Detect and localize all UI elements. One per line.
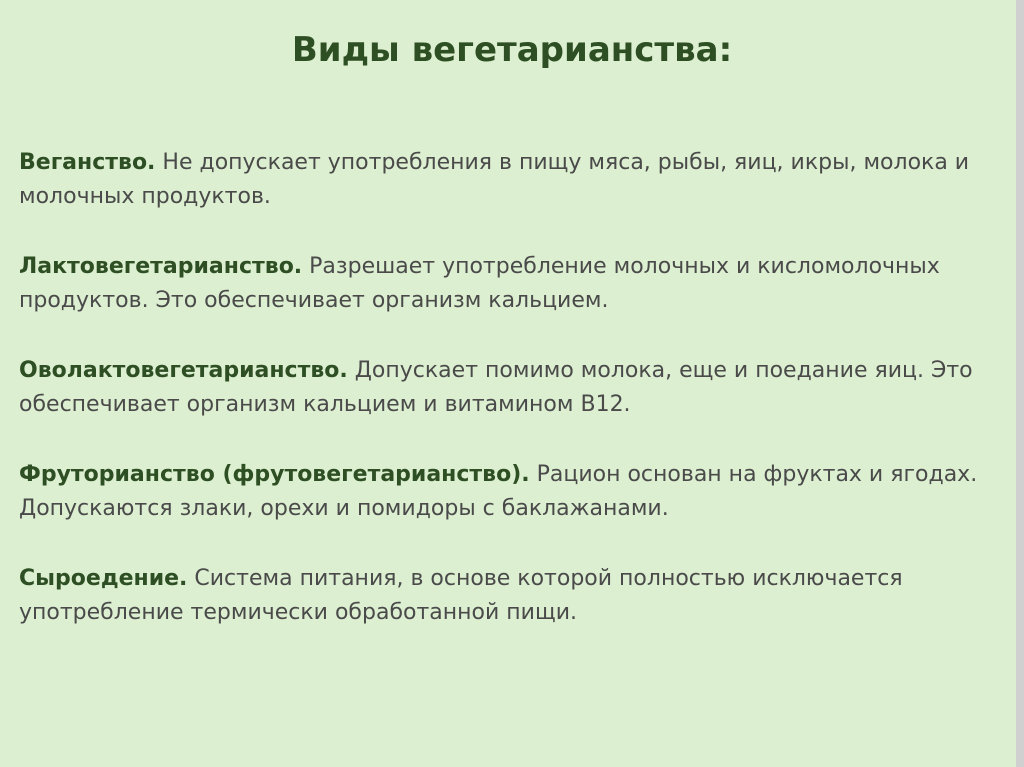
description-raw-food: Система питания, в основе которой полностью исключается употребление термически обработанной пищи. bbox=[19, 566, 903, 625]
paragraph-veganism bbox=[19, 146, 989, 214]
term-lacto-vegetarianism: Лактовегетарианство. bbox=[19, 254, 303, 279]
term-ovo-lacto-vegetarianism: Оволактовегетарианство. bbox=[19, 358, 348, 383]
slide-content bbox=[19, 146, 989, 666]
slide-title: Виды вегетарианства: bbox=[291, 30, 733, 70]
paragraph-fruitarianism bbox=[19, 458, 989, 526]
description-lacto-vegetarianism: Разрешает употребление молочных и кисломолочных продуктов. Это обеспечивает организм кальцием. bbox=[19, 254, 940, 313]
paragraph-lacto-vegetarianism bbox=[19, 250, 989, 318]
description-fruitarianism: Рацион основан на фруктах и ягодах. Допускаются злаки, орехи и помидоры с баклажанами. bbox=[19, 462, 978, 521]
paragraph-ovo-lacto-vegetarianism bbox=[19, 354, 989, 422]
paragraph-raw-food bbox=[19, 562, 989, 630]
term-fruitarianism: Фруторианство (фрутовегетарианство). bbox=[19, 462, 530, 487]
term-veganism: Веганство. bbox=[19, 150, 156, 175]
term-raw-food: Сыроедение. bbox=[19, 566, 188, 591]
description-ovo-lacto-vegetarianism: Допускает помимо молока, еще и поедание яиц. Это обеспечивает организм кальцием и витамином B12. bbox=[19, 358, 973, 417]
description-veganism: Не допускает употребления в пищу мяса, рыбы, яиц, икры, молока и молочных продуктов. bbox=[19, 150, 970, 209]
